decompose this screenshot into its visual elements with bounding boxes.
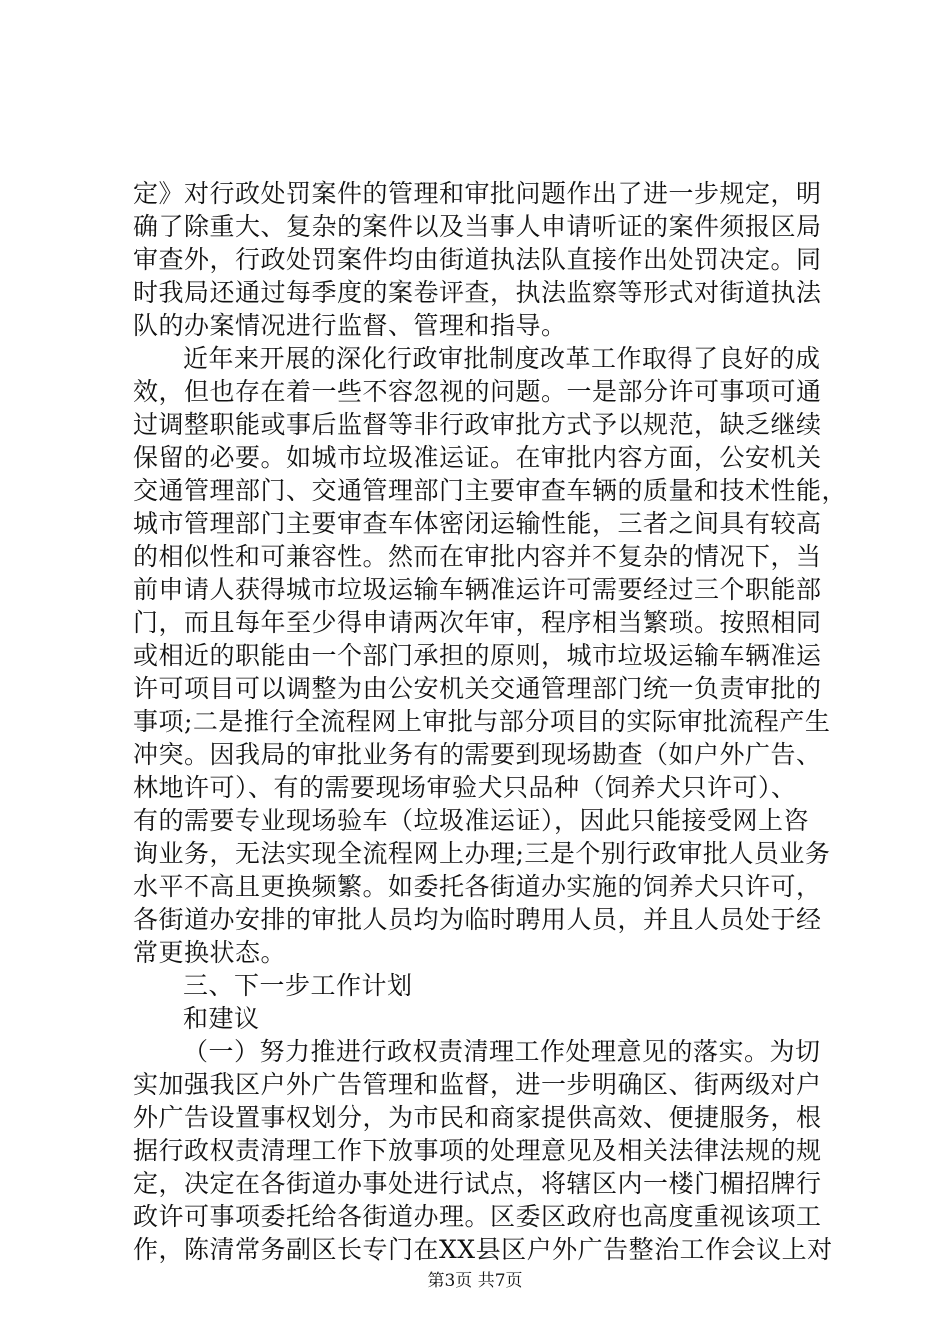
text-line: 许可项目可以调整为由公安机关交通管理部门统一负责审批的 bbox=[133, 674, 822, 703]
text-line: 时我局还通过每季度的案卷评查，执法监察等形式对街道执法 bbox=[133, 278, 822, 307]
text-line: （一）努力推进行政权责清理工作处理意见的落实。为切 bbox=[183, 1037, 821, 1066]
text-line: 或相近的职能由一个部门承担的原则，城市垃圾运输车辆准运 bbox=[133, 641, 822, 670]
text-line: 水平不高且更换频繁。如委托各街道办实施的饲养犬只许可， bbox=[133, 872, 822, 901]
text-line: 保留的必要。如城市垃圾准运证。在审批内容方面，公安机关 bbox=[133, 443, 822, 472]
text-line: 城市管理部门主要审查车体密闭运输性能，三者之间具有较高 bbox=[133, 509, 822, 538]
text-line: 和建议 bbox=[183, 1004, 260, 1033]
text-line: 交通管理部门、交通管理部门主要审查车辆的质量和技术性能， bbox=[133, 476, 848, 505]
text-line: 询业务，无法实现全流程网上办理;三是个别行政审批人员业务 bbox=[133, 839, 831, 868]
text-line: 确了除重大、复杂的案件以及当事人申请听证的案件须报区局 bbox=[133, 212, 822, 241]
text-line: 实加强我区户外广告管理和监督，进一步明确区、街两级对户 bbox=[133, 1070, 822, 1099]
text-line: 前申请人获得城市垃圾运输车辆准运许可需要经过三个职能部 bbox=[133, 575, 822, 604]
text-line: 的相似性和可兼容性。然而在审批内容并不复杂的情况下，当 bbox=[133, 542, 822, 571]
document-body bbox=[133, 177, 848, 1266]
text-line: 三、下一步工作计划 bbox=[183, 971, 413, 1000]
text-line: 审查外，行政处罚案件均由街道执法队直接作出处罚决定。同 bbox=[133, 245, 822, 274]
text-line: 冲突。因我局的审批业务有的需要到现场勘查（如户外广告、 bbox=[133, 740, 822, 769]
text-line: 有的需要专业现场验车（垃圾准运证），因此只能接受网上咨 bbox=[133, 806, 810, 835]
text-line: 效，但也存在着一些不容忽视的问题。一是部分许可事项可通 bbox=[133, 377, 822, 406]
text-line: 各街道办安排的审批人员均为临时聘用人员，并且人员处于经 bbox=[133, 905, 822, 934]
text-line: 事项;二是推行全流程网上审批与部分项目的实际审批流程产生 bbox=[133, 707, 831, 736]
text-line: 常更换状态。 bbox=[133, 938, 287, 967]
page-footer: 第3页 共7页 bbox=[427, 1271, 523, 1291]
text-line: 队的办案情况进行监督、管理和指导。 bbox=[133, 311, 567, 340]
text-line: 林地许可）、有的需要现场审验犬只品种（饲养犬只许可）、 bbox=[133, 773, 797, 802]
text-line: 门，而且每年至少得申请两次年审，程序相当繁琐。按照相同 bbox=[133, 608, 822, 637]
text-line: 定，决定在各街道办事处进行试点，将辖区内一楼门楣招牌行 bbox=[133, 1169, 822, 1198]
text-line: 作，陈清常务副区长专门在XX县区户外广告整治工作会议上对 bbox=[133, 1235, 833, 1264]
text-line: 外广告设置事权划分，为市民和商家提供高效、便捷服务，根 bbox=[133, 1103, 822, 1132]
text-line: 定》对行政处罚案件的管理和审批问题作出了进一步规定，明 bbox=[133, 179, 822, 208]
text-line: 据行政权责清理工作下放事项的处理意见及相关法律法规的规 bbox=[133, 1136, 822, 1165]
text-line: 过调整职能或事后监督等非行政审批方式予以规范，缺乏继续 bbox=[133, 410, 822, 439]
text-line: 政许可事项委托给各街道办理。区委区政府也高度重视该项工 bbox=[133, 1202, 822, 1231]
text-line: 近年来开展的深化行政审批制度改革工作取得了良好的成 bbox=[183, 344, 821, 373]
